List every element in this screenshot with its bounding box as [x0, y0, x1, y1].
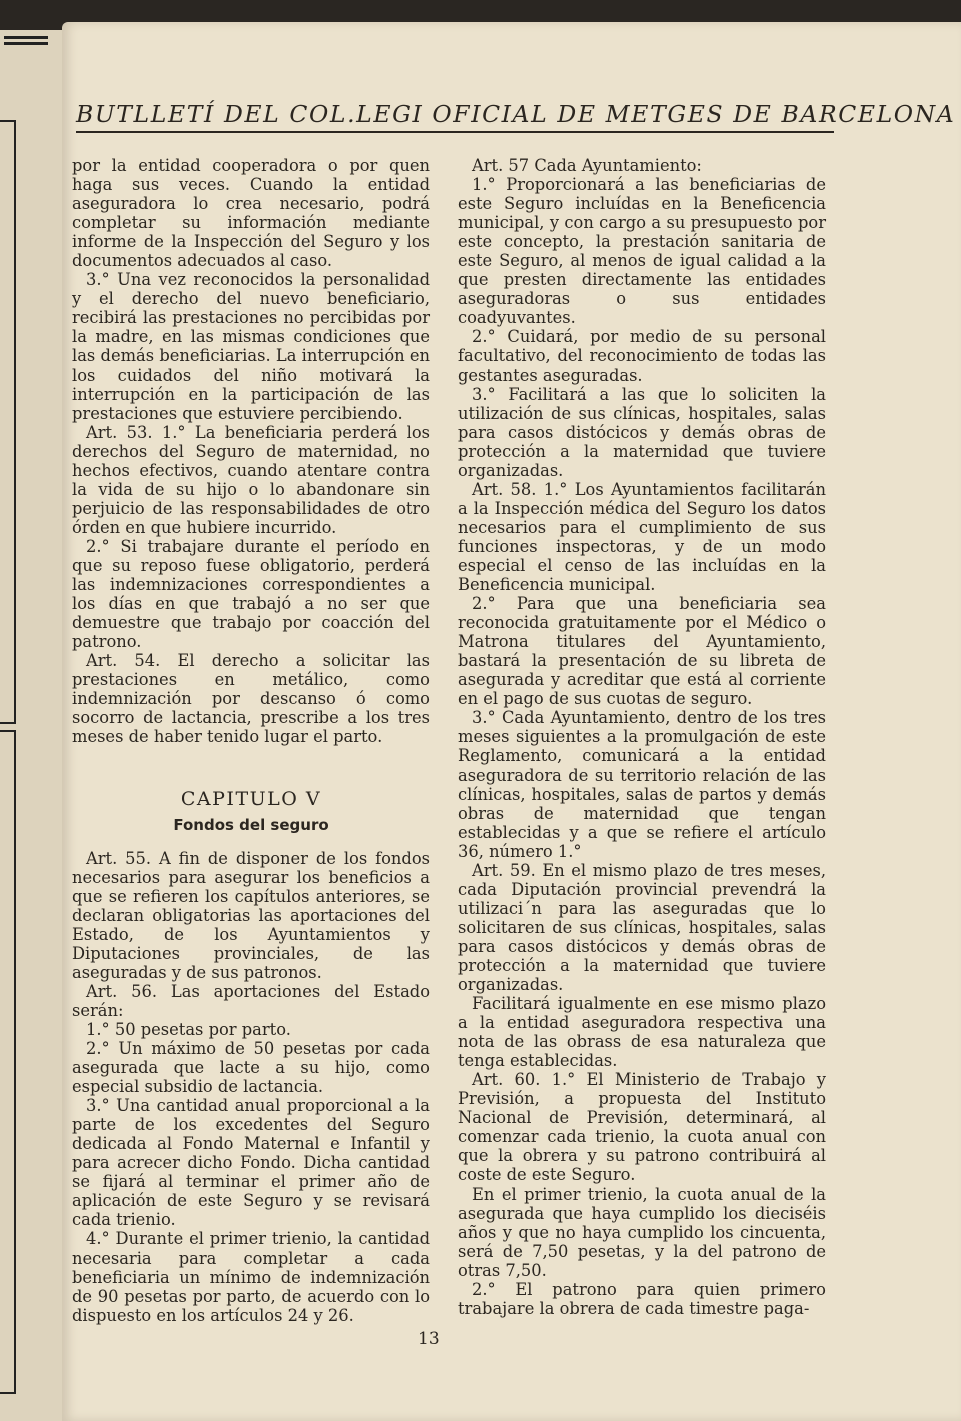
left-column	[72, 156, 430, 1325]
paragraph: Art. 55. A fin de disponer de los fondos necesarios para asegurar los beneficios a que se refieren los capítulos anteriores, se declaran obligatorias las aportaciones del Estado, de los Ayuntamientos y Diputaciones provinciales, de las aseguradas y de sus patronos.	[72, 848, 430, 982]
chapter-subtitle: Fondos del seguro	[173, 815, 329, 834]
paragraph: 1.° Proporcionará a las beneficiarias de este Seguro incluídas en la Beneficencia municipal, y con cargo a su presupuesto por este concepto, la prestación sanitaria de este Seguro, al menos de igual calidad a la que presten directamente las entidades aseguradoras o sus entidades coadyuvantes.	[458, 175, 826, 328]
page-number: 13	[418, 1329, 440, 1349]
paragraph: 2.° Para que una beneficiaria sea reconocida gratuitamente por el Médico o Matrona titulares del Ayuntamiento, bastará la presentación de su libreta de asegurada y acreditar que está al corriente en el pago de sus cuotas de seguro.	[458, 594, 826, 709]
paragraph: 4.° Durante el primer trienio, la cantidad necesaria para completar a cada beneficiaria un mínimo de indemnización de 90 pesetas por parto, de acuerdo con lo dispuesto en los artículos 24 y 26.	[72, 1229, 430, 1325]
paragraph: En el primer trienio, la cuota anual de la asegurada que haya cumplido los dieciséis años y que no haya cumplido los cincuenta, será de 7,50 pesetas, y la del patrono de otras 7,50.	[458, 1184, 826, 1280]
paragraph: 2.° Cuidará, por medio de su personal facultativo, del reconocimiento de todas las gestantes aseguradas.	[458, 327, 826, 385]
header-rule	[76, 131, 834, 133]
journal-page	[62, 22, 961, 1421]
paragraph: Art. 58. 1.° Los Ayuntamientos facilitarán a la Inspección médica del Seguro los datos necesarios para el cumplimiento de sus funciones inspectoras, y de un modo especial el censo de las incluídas en la Beneficencia municipal.	[458, 479, 826, 595]
paragraph: 3.° Una vez reconocidos la personalidad y el derecho del nuevo beneficiario, recibirá las prestaciones no percibidas por la madre, en las mismas condiciones que las demás beneficiarias. La interrupción en los cuidados del niño motivará la interrupción en la participación de las prestaciones que estuviere percibiendo.	[72, 270, 430, 423]
paragraph: 2.° El patrono para quien primero trabajare la obrera de cada timestre paga-	[458, 1279, 826, 1318]
paragraph: Art. 56. Las aportaciones del Estado serán:	[72, 981, 430, 1020]
paragraph: 2.° Si trabajare durante el período en que su reposo fuese obligatorio, perderá las indemnizaciones correspondientes a los días en que trabajó a no ser que demuestre que trabajo por coacción del patrono.	[72, 536, 430, 652]
paragraph: por la entidad cooperadora o por quen haga sus veces. Cuando la entidad aseguradora lo crea necesario, podrá completar su información mediante informe de la Inspección del Seguro y los documentos adecuados al caso.	[72, 156, 430, 271]
paragraph: 3.° Cada Ayuntamiento, dentro de los tres meses siguientes a la promulgación de este Reglamento, comunicará a la entidad aseguradora de su territorio relación de las clínicas, hospitales, salas de partos y demás obras de maternidad que tengan establecidas y a que se refiere el artículo 36, número 1.°	[458, 708, 826, 861]
paragraph: Art. 59. En el mismo plazo de tres meses, cada Diputación provincial prevendrá la utilizaci´n para las aseguradas que lo solicitaren de sus clínicas, hospitales, salas para casos distócicos y demás obras de protección a la maternidad que tuviere organizadas.	[458, 860, 826, 995]
paragraph: 1.° 50 pesetas por parto.	[86, 1019, 291, 1039]
running-header: BUTLLETÍ DEL COL.LEGI OFICIAL DE METGES DE BARCELONA	[76, 100, 956, 128]
right-column	[458, 156, 826, 1318]
paragraph: 3.° Facilitará a las que lo soliciten la utilización de sus clínicas, hospitales, salas para casos distócicos y demás obras de protección a la maternidad que tuviere organizadas.	[458, 384, 826, 480]
binding-mark	[4, 36, 48, 39]
paragraph: Art. 57 Cada Ayuntamiento:	[472, 156, 702, 175]
paragraph: 3.° Una cantidad anual proporcional a la parte de los excedentes del Seguro dedicada al Fondo Maternal e Infantil y para acrecer dicho Fondo. Dicha cantidad se fijará al terminar el primer año de aplicación de este Seguro y se revisará cada trienio.	[72, 1096, 430, 1230]
chapter-title: CAPITULO V	[180, 788, 322, 811]
paragraph: Art. 60. 1.° El Ministerio de Trabajo y Previsión, a propuesta del Instituto Nacional de Previsión, determinará, al comenzar cada trienio, la cuota anual con que la obrera y su patrono contribuirá al coste de este Seguro.	[458, 1070, 826, 1185]
paragraph: 2.° Un máximo de 50 pesetas por cada asegurada que lacte a su hijo, como especial subsidio de lactancia.	[72, 1039, 430, 1097]
paragraph: Facilitará igualmente en ese mismo plazo a la entidad aseguradora respectiva una nota de las obrass de esa naturaleza que tenga establecidas.	[458, 994, 826, 1071]
paragraph: Art. 54. El derecho a solicitar las prestaciones en metálico, como indemnización por descanso ó como socorro de lactancia, prescribe a los tres meses de haber tenido lugar el parto.	[72, 651, 430, 747]
binding-mark	[4, 42, 48, 45]
prev-page-frame	[0, 730, 16, 1394]
prev-page-frame	[0, 120, 16, 724]
paragraph: Art. 53. 1.° La beneficiaria perderá los derechos del Seguro de maternidad, no hechos efectivos, cuando atentare contra la vida de su hijo o lo abandonare sin perjuicio de las responsabilidades de otro órden en que hubiere incurrido.	[72, 422, 430, 537]
previous-page-edge	[0, 30, 64, 1421]
